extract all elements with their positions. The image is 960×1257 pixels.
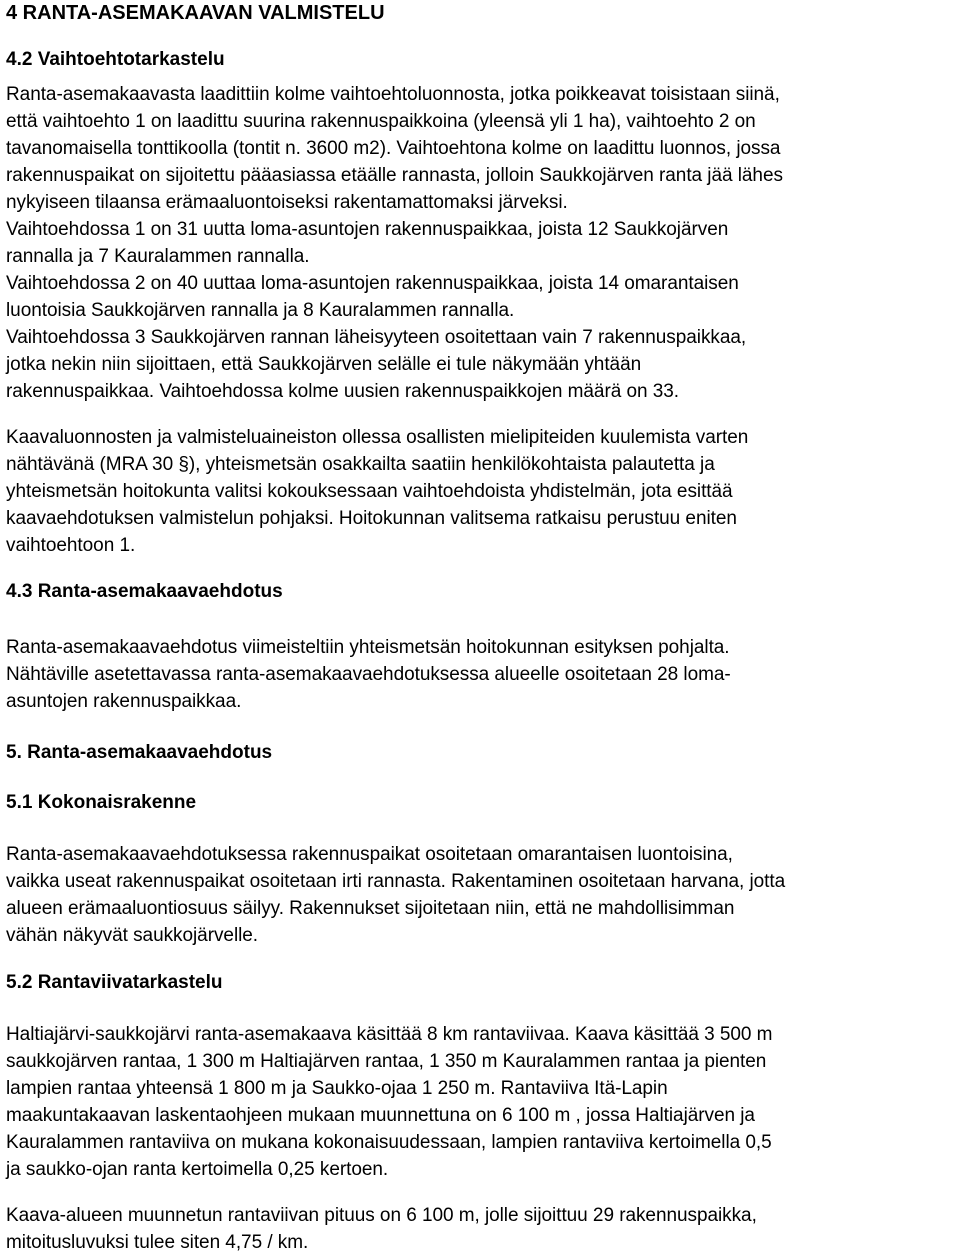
section-5-2-paragraph <box>6 1021 772 1183</box>
paragraph-line: Ranta-asemakaavaehdotuksessa rakennuspaikat osoitetaan omarantaisen luontoisina, <box>6 844 733 865</box>
paragraph-line: nähtävänä (MRA 30 §), yhteismetsän osakkailta saatiin henkilökohtaista palautetta ja <box>6 454 715 475</box>
paragraph-line: rakennuspaikkaa. Vaihtoehdossa kolme uusien rakennuspaikkojen määrä on 33. <box>6 381 679 402</box>
paragraph-line: nykyiseen tilaansa erämaaluontoiseksi rakentamattomaksi järveksi. <box>6 192 568 213</box>
paragraph-line: Kauralammen rantaviiva on mukana kokonaisuudessaan, lampien rantaviiva kertoimella 0,5 <box>6 1132 772 1153</box>
paragraph-line: vaikka useat rakennuspaikat osoitetaan irti rannasta. Rakentaminen osoitetaan harvana, jotta <box>6 871 786 892</box>
paragraph-line: saukkojärven rantaa, 1 300 m Haltiajärven rantaa, 1 350 m Kauralammen rantaa ja pienten <box>6 1051 767 1072</box>
paragraph-line: rakennuspaikat on sijoitettu pääasiassa etäälle rannasta, jolloin Saukkojärven ranta jää lähes <box>6 165 783 186</box>
paragraph-line: kaavaehdotuksen valmistelun pohjaksi. Hoitokunnan valitsema ratkaisu perustuu eniten <box>6 508 737 529</box>
section-5-2-heading: 5.2 Rantaviivatarkastelu <box>6 972 223 993</box>
paragraph-line: tavanomaisella tonttikoolla (tontit n. 3600 m2). Vaihtoehtona kolme on laadittu luonnos, jossa <box>6 138 781 159</box>
paragraph-line: Vaihtoehdossa 1 on 31 uutta loma-asuntojen rakennuspaikkaa, joista 12 Saukkojärven <box>6 219 729 240</box>
chapter-5-heading: 5. Ranta-asemakaavaehdotus <box>6 742 273 763</box>
shoreline-dimensioning-paragraph <box>6 1202 757 1256</box>
section-4-2-heading: 4.2 Vaihtoehtotarkastelu <box>6 49 225 70</box>
paragraph-line: Haltiajärvi-saukkojärvi ranta-asemakaava käsittää 8 km rantaviivaa. Kaava käsittää 3 500 m <box>6 1024 773 1045</box>
paragraph-line: Ranta-asemakaavasta laadittiin kolme vaihtoehtoluonnosta, jotka poikkeavat toisistaan siinä, <box>6 84 780 105</box>
paragraph-line: ja saukko-ojan ranta kertoimella 0,25 kertoen. <box>6 1159 389 1180</box>
paragraph-line: että vaihtoehto 1 on laadittu suurina rakennuspaikkoina (yleensä yli 1 ha), vaihtoehto 2 on <box>6 111 756 132</box>
paragraph-line: maakuntakaavan laskentaohjeen mukaan muunnettuna on 6 100 m , jossa Haltiajärven ja <box>6 1105 755 1126</box>
paragraph-line: asuntojen rakennuspaikkaa. <box>6 691 242 712</box>
chapter-4-heading: 4 RANTA-ASEMAKAAVAN VALMISTELU <box>6 2 385 24</box>
section-4-3-heading: 4.3 Ranta-asemakaavaehdotus <box>6 581 283 602</box>
paragraph-line: jotka nekin niin sijoittaen, että Saukkojärven selälle ei tule näkymään yhtään <box>6 354 642 375</box>
paragraph-line: rannalla ja 7 Kauralammen rannalla. <box>6 246 310 267</box>
section-5-1-paragraph <box>6 841 785 949</box>
section-4-2-paragraph <box>6 81 783 405</box>
paragraph-line: Kaavaluonnosten ja valmisteluaineiston ollessa osallisten mielipiteiden kuulemista varten <box>6 427 749 448</box>
paragraph-line: Vaihtoehdossa 2 on 40 uuttaa loma-asuntojen rakennuspaikkaa, joista 14 omarantaisen <box>6 273 739 294</box>
paragraph-line: lampien rantaa yhteensä 1 800 m ja Saukko-ojaa 1 250 m. Rantaviiva Itä-Lapin <box>6 1078 668 1099</box>
section-5-1-heading: 5.1 Kokonaisrakenne <box>6 792 197 813</box>
paragraph-line: luontoisia Saukkojärven rannalla ja 8 Kauralammen rannalla. <box>6 300 515 321</box>
paragraph-line: Kaava-alueen muunnetun rantaviivan pituus on 6 100 m, jolle sijoittuu 29 rakennuspaikka, <box>6 1205 757 1226</box>
paragraph-line: Ranta-asemakaavaehdotus viimeisteltiin yhteismetsän hoitokunnan esityksen pohjalta. <box>6 637 730 658</box>
consultation-paragraph <box>6 424 748 559</box>
paragraph-line: Vaihtoehdossa 3 Saukkojärven rannan läheisyyteen osoitettaan vain 7 rakennuspaikkaa, <box>6 327 747 348</box>
paragraph-line: vähän näkyvät saukkojärvelle. <box>6 925 259 946</box>
paragraph-line: mitoitusluvuksi tulee siten 4,75 / km. <box>6 1232 309 1253</box>
paragraph-line: Nähtäville asetettavassa ranta-asemakaavaehdotuksessa alueelle osoitetaan 28 loma- <box>6 664 731 685</box>
paragraph-line: yhteismetsän hoitokunta valitsi kokouksessaan vaihtoehdoista yhdistelmän, jota esittää <box>6 481 733 502</box>
paragraph-line: alueen erämaaluontiosuus säilyy. Rakennukset sijoitetaan niin, että ne mahdollisimman <box>6 898 735 919</box>
section-4-3-paragraph <box>6 634 731 715</box>
paragraph-line: vaihtoehtoon 1. <box>6 535 136 556</box>
